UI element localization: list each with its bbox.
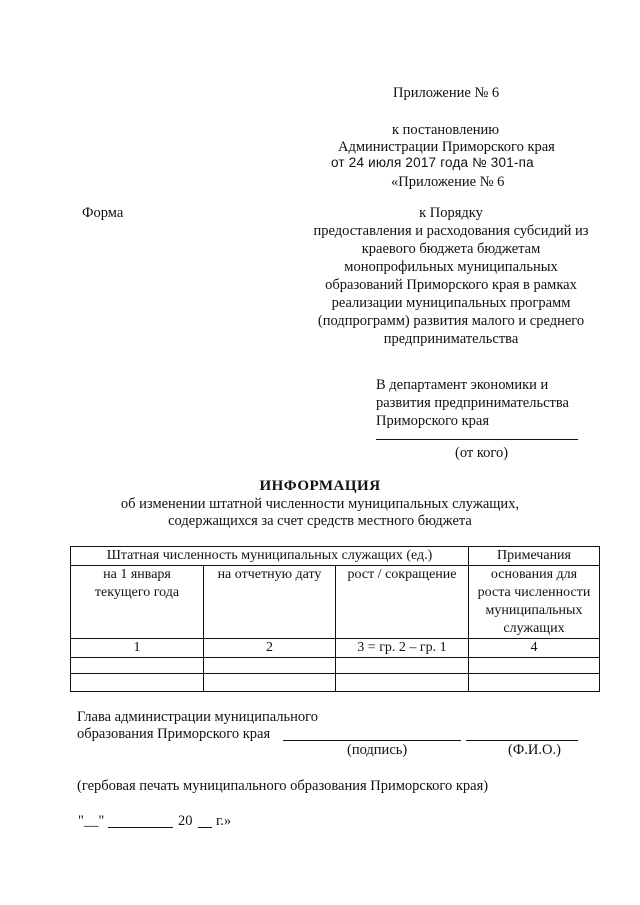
administration-name: Администрации Приморского края	[338, 139, 555, 155]
addressee-line: развития предпринимательства	[376, 395, 569, 411]
procedure-line: краевого бюджета бюджетам	[361, 241, 541, 257]
sender-label: (от кого)	[455, 445, 509, 461]
date-month-field-line[interactable]	[108, 827, 173, 828]
decree-date-number: от 24 июля 2017 года № 301-па	[331, 155, 534, 170]
col-header-jan1: на 1 января текущего года	[71, 566, 204, 639]
procedure-block	[298, 204, 604, 348]
table-cell[interactable]	[336, 674, 469, 692]
staffing-table	[70, 546, 600, 692]
notes-header: Примечания	[469, 547, 600, 566]
procedure-line: реализации муниципальных программ	[331, 295, 571, 311]
table-header-row	[71, 547, 600, 566]
col-header-grounds: основания для роста численности муниципальных служащих	[469, 566, 600, 639]
date-year-field-line[interactable]	[198, 827, 212, 828]
group-header: Штатная численность муниципальных служащих (ед.)	[71, 547, 469, 566]
table-cell[interactable]	[204, 674, 336, 692]
procedure-line: предоставления и расходования субсидий из	[313, 223, 589, 239]
column-number: 3 = гр. 2 – гр. 1	[336, 639, 469, 658]
procedure-line: предпринимательства	[383, 331, 519, 347]
head-title-line: образования Приморского края	[77, 726, 271, 742]
date-day-field[interactable]: "__"	[78, 813, 105, 829]
document-subtitle: об изменении штатной численности муниципальных служащих,	[120, 496, 520, 512]
date-year-prefix: 20	[178, 813, 193, 829]
table-subheader-row	[71, 566, 600, 639]
procedure-line: монопрофильных муниципальных	[344, 259, 558, 275]
table-row	[71, 658, 600, 674]
addressee-line: В департамент экономики и	[376, 377, 549, 393]
document-title: ИНФОРМАЦИЯ	[259, 478, 381, 494]
sender-field-line	[376, 439, 578, 440]
procedure-line: (подпрограмм) развития малого и среднего	[317, 313, 585, 329]
document-subtitle: содержащихся за счет средств местного бюджета	[168, 513, 472, 529]
procedure-line: к Порядку	[419, 205, 483, 221]
column-number: 4	[469, 639, 600, 658]
table-number-row	[71, 639, 600, 658]
form-label: Форма	[82, 205, 124, 221]
head-title-line: Глава администрации муниципального	[77, 709, 318, 725]
appendix-quoted: «Приложение № 6	[391, 174, 505, 190]
column-number: 1	[71, 639, 204, 658]
col-header-report-date: на отчетную дату	[204, 566, 336, 639]
table-row	[71, 674, 600, 692]
table-cell[interactable]	[469, 674, 600, 692]
table-cell[interactable]	[204, 658, 336, 674]
table-cell[interactable]	[336, 658, 469, 674]
seal-note: (гербовая печать муниципального образования Приморского края)	[77, 778, 489, 794]
table-cell[interactable]	[71, 674, 204, 692]
column-number: 2	[204, 639, 336, 658]
date-suffix: г.»	[216, 813, 232, 829]
name-label: (Ф.И.О.)	[508, 742, 561, 758]
appendix-number: Приложение № 6	[393, 85, 500, 101]
signature-label: (подпись)	[347, 742, 408, 758]
col-header-change: рост / сокращение	[336, 566, 469, 639]
table-cell[interactable]	[71, 658, 204, 674]
addressee-line: Приморского края	[376, 413, 490, 429]
decree-reference: к постановлению	[392, 122, 500, 138]
procedure-line: образований Приморского края в рамках	[325, 277, 577, 293]
table-cell[interactable]	[469, 658, 600, 674]
